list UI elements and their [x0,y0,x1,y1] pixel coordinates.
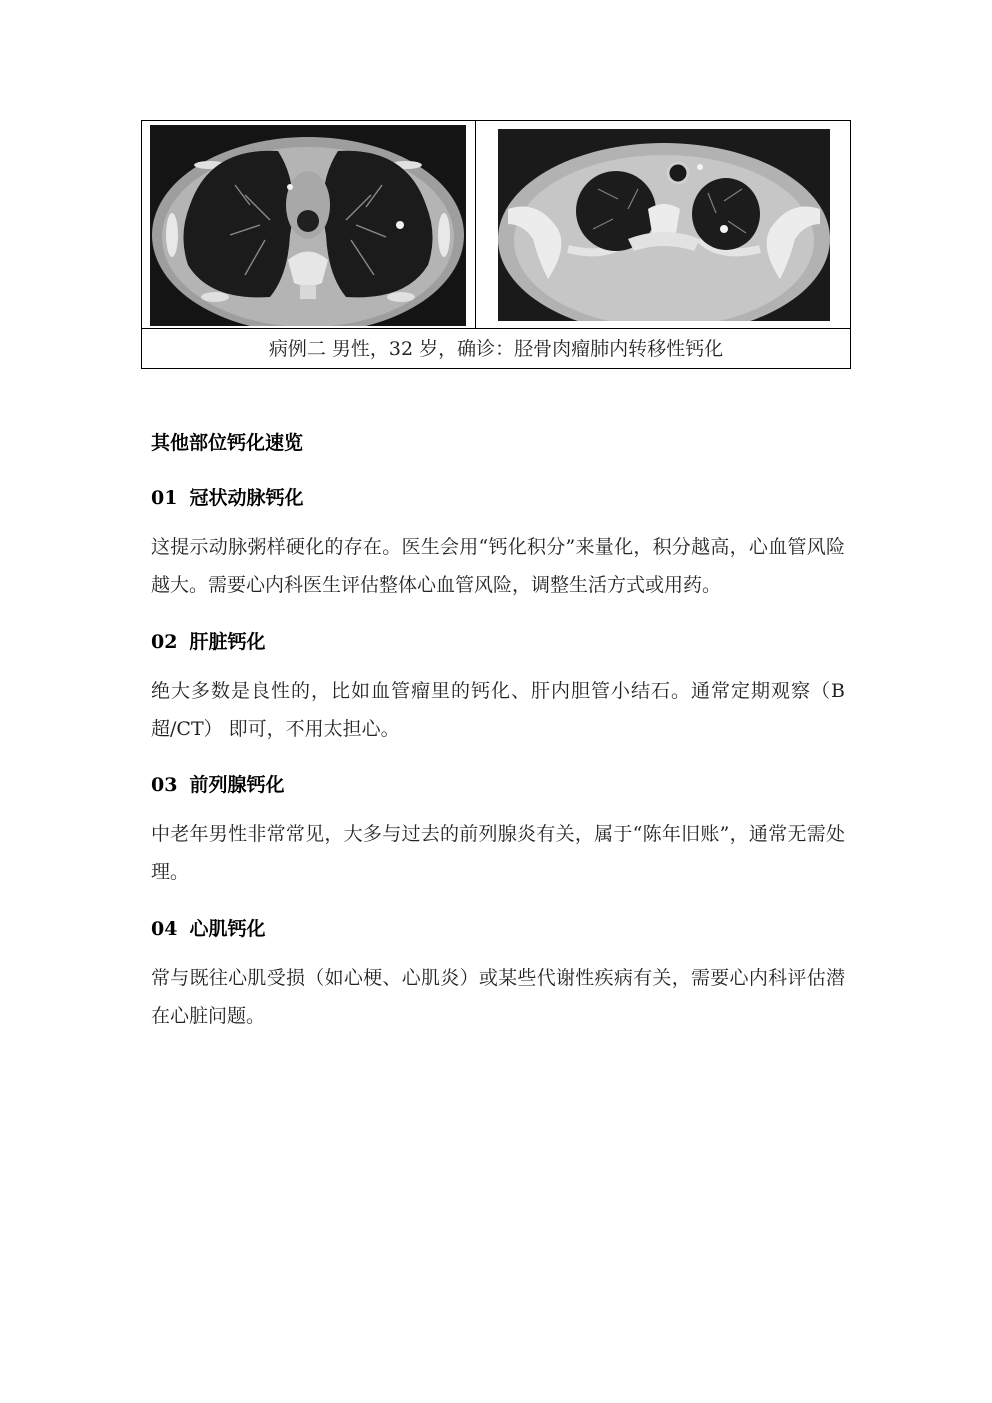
table-divider-vertical [475,121,476,328]
item-body-prostate: 中老年男性非常常见，大多与过去的前列腺炎有关，属于“陈年旧账”，通常无需处理。 [151,823,845,883]
ct-scan-image-left [150,125,466,326]
item-body-coronary: 这提示动脉粥样硬化的存在。医生会用“钙化积分”来量化，积分越高，心血管风险越大。需要心内科医生评估整体心血管风险，调整生活方式或用药。 [151,536,845,596]
item-title: 前列腺钙化 [189,774,285,796]
item-number: 01 [151,487,178,509]
item-body-liver: 绝大多数是良性的，比如血管瘤里的钙化、肝内胆管小结石。通常定期观察（B超/CT） 即可，不用太担心。 [151,680,845,740]
item-heading-coronary [151,483,303,510]
item-number: 04 [151,918,178,940]
item-title: 心肌钙化 [189,918,266,940]
item-body-myocardial: 常与既往心肌受损（如心梗、心肌炎）或某些代谢性疾病有关，需要心内科评估潜在心脏问题。 [151,967,845,1027]
section-title: 其他部位钙化速览 [151,432,304,454]
figure-caption: 病例二 男性，32 岁，确诊：胫骨肉瘤肺内转移性钙化 [268,338,724,360]
item-number: 02 [151,631,178,653]
item-title: 冠状动脉钙化 [189,487,304,509]
item-title: 肝脏钙化 [189,631,266,653]
item-number: 03 [151,774,178,796]
item-heading-prostate [151,770,284,797]
ct-scan-image-right [498,129,830,321]
item-heading-liver [151,627,265,654]
figure-table [141,120,851,369]
item-heading-myocardial [151,914,265,941]
